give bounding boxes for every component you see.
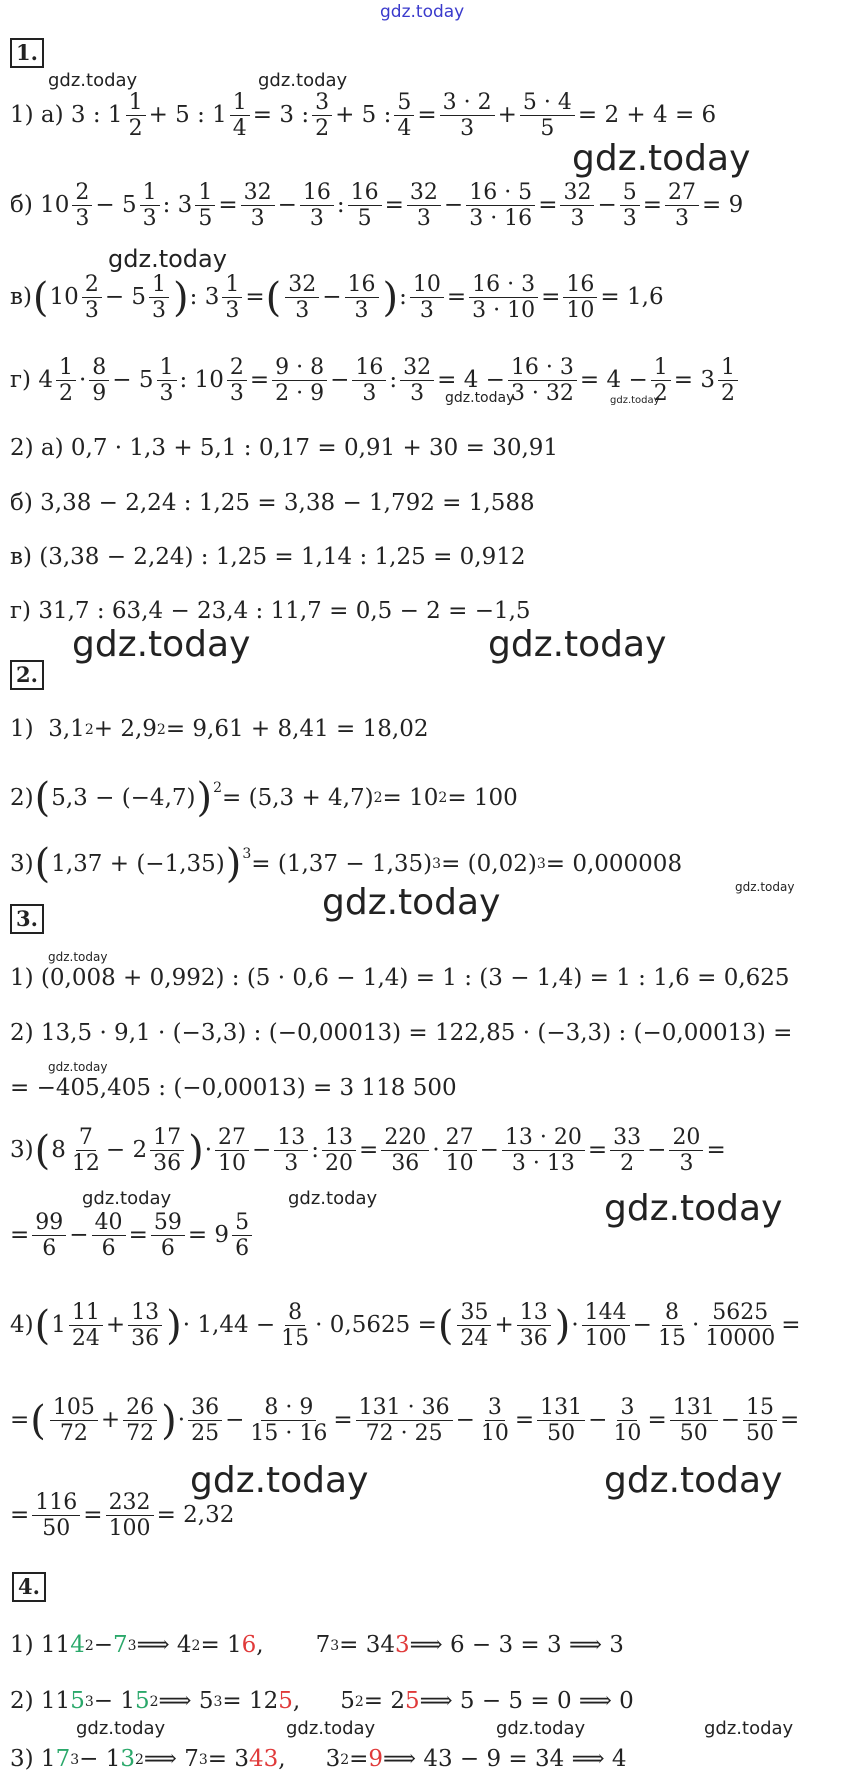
equation-2-3: 3) ( 1,37 + (−1,35) ) $^3$ = (1,37 − 1,35) $_3$ = (0,02) 3 = 0,000008 [10, 841, 683, 887]
section-number-2: 2. [10, 660, 44, 690]
watermark: gdz.today [488, 624, 667, 665]
watermark: gdz.today [604, 1188, 783, 1229]
equation-1-1a: 1) а) 3 : 1 $\frac{1}{2}$ + 5 : 1 $\frac{1}{4}$ = 3 : $\frac{3}{2}$ + 5 : $\frac{5}{4}$ = $\frac{3 \cdot 2}{3}$ + $\frac{5 \cdot 4}{5}$ = 2 + 4 = 6 [10, 90, 717, 142]
section-number-1: 1. [10, 38, 44, 68]
equation-1-2g: г) 31,7 : 63,4 − 23,4 : 11,7 = 0,5 − 2 = −1,5 [10, 598, 531, 624]
equation-3-4b: = ( $\frac{105}{72}$ + $\frac{26}{72}$ ) · $\frac{36}{25}$ − $\frac{8 \cdot 9}{15 \cdot 16}$ = $\frac{131 \cdot 36}{72 \cdot 25}$ − $\frac{3}{10}$ = $\frac{131}{50}$ − $\frac{3}{10}$ = $\frac{131}{50}$ − $\frac{15}{50}$ = [10, 1395, 800, 1447]
equation-3-4a: 4) ( 1 $\frac{11}{24}$ + $\frac{13}{36}$ ) · 1,44 − $\frac{8}{15}$ · 0,5625 = ( $\frac{35}{24}$ + $\frac{13}{36}$ ) · $\frac{144}{100}$ − $\frac{8}{15}$ · $\frac{5625}{10000}$ = [10, 1300, 801, 1352]
watermark: gdz.today [322, 882, 501, 923]
equation-4-2: 2) 11 5 3 − 1 5 2 ⟹ 5 3 = 12 5 , 5 2 = 2 5 ⟹ 5 − 5 = 0 ⟹ 0 [10, 1688, 634, 1714]
header-watermark: gdz.today [380, 2, 465, 22]
equation-3-3a: 3) ( 8 $\frac{7}{12}$ − 2 $\frac{17}{36}$ ) · $\frac{27}{10}$ − $\frac{13}{3}$ : $\frac{13}{20}$ = $\frac{220}{36}$ · $\frac{27}{10}$ − $\frac{13 \cdot 20}{3 \cdot 13}$ = $\frac{33}{2}$ − $\frac{20}{3}$ = [10, 1125, 726, 1177]
equation-1-1v: в) ( 10 $\frac{2}{3}$ − 5 $\frac{1}{3}$ ) : 3 $\frac{1}{3}$ = ( $\frac{32}{3}$ − $\frac{16}{3}$ ) : $\frac{10}{3}$ = $\frac{16 \cdot 3}{3 \cdot 10}$ = $\frac{16}{10}$ = 1,6 [10, 272, 664, 324]
equation-1-2a: 2) а) 0,7 · 1,3 + 5,1 : 0,17 = 0,91 + 30 = 30,91 [10, 435, 559, 461]
watermark: gdz.today [258, 70, 348, 91]
watermark: gdz.today [48, 950, 108, 964]
watermark: gdz.today [288, 1188, 378, 1209]
watermark: gdz.today [48, 1060, 108, 1074]
watermark: gdz.today [76, 1718, 166, 1739]
equation-1-1b: б) 10 $\frac{2}{3}$ − 5 $\frac{1}{3}$ : 3 $\frac{1}{5}$ = $\frac{32}{3}$ − $\frac{16}{3}$ : $\frac{16}{5}$ = $\frac{32}{3}$ − $\frac{16 \cdot 5}{3 \cdot 16}$ = $\frac{32}{3}$ − $\frac{5}{3}$ = $\frac{27}{3}$ = 9 [10, 180, 744, 232]
section-number-4: 4. [12, 1572, 46, 1602]
watermark: gdz.today [445, 390, 515, 406]
watermark: gdz.today [496, 1718, 586, 1739]
watermark: gdz.today [572, 138, 751, 179]
equation-3-2a: 2) 13,5 · 9,1 · (−3,3) : (−0,00013) = 122,85 · (−3,3) : (−0,00013) = [10, 1020, 793, 1046]
watermark: gdz.today [286, 1718, 376, 1739]
watermark: gdz.today [190, 1460, 369, 1501]
watermark: gdz.today [604, 1460, 783, 1501]
watermark: gdz.today [48, 70, 138, 91]
equation-4-1: 1) 11 4 2 − 7 3 ⟹ 4 2 = 1 6 , 7 3 = 34 3 ⟹ 6 − 3 = 3 ⟹ 3 [10, 1632, 624, 1658]
equation-4-3: 3) 1 7 3 − 1 3 2 ⟹ 7 3 = 3 43 , 3 2 = 9 ⟹ 43 − 9 = 34 ⟹ 4 [10, 1746, 627, 1772]
watermark: gdz.today [735, 880, 795, 894]
equation-3-3b: = $\frac{99}{6}$ − $\frac{40}{6}$ = $\frac{59}{6}$ = 9 $\frac{5}{6}$ [10, 1210, 255, 1262]
equation-2-1: 1) 3,1 2 + 2,9 2 = 9,61 + 8,41 = 18,02 [10, 716, 429, 742]
equation-1-2b: б) 3,38 − 2,24 : 1,25 = 3,38 − 1,792 = 1,588 [10, 490, 535, 516]
equation-3-1: 1) (0,008 + 0,992) : (5 · 0,6 − 1,4) = 1 : (3 − 1,4) = 1 : 1,6 = 0,625 [10, 965, 790, 991]
watermark: gdz.today [704, 1718, 794, 1739]
equation-3-4c: = $\frac{116}{50}$ = $\frac{232}{100}$ = 2,32 [10, 1490, 235, 1542]
section-number-3: 3. [10, 904, 44, 934]
equation-2-2: 2) ( 5,3 − (−4,7) ) $^2$ = (5,3 + 4,7) $_2$ = 10 2 = 100 [10, 775, 518, 821]
watermark: gdz.today [82, 1188, 172, 1209]
equation-1-2v: в) (3,38 − 2,24) : 1,25 = 1,14 : 1,25 = 0,912 [10, 544, 526, 570]
watermark: gdz.today [108, 245, 227, 273]
equation-1-1g: г) 4 $\frac{1}{2}$ · $\frac{8}{9}$ − 5 $\frac{1}{3}$ : 10 $\frac{2}{3}$ = $\frac{9 \cdot 8}{2 \cdot 9}$ − $\frac{16}{3}$ : $\frac{32}{3}$ = 4 − $\frac{16 \cdot 3}{3 \cdot 32}$ = 4 − $\frac{1}{2}$ = 3 $\frac{1}{2}$ [10, 355, 741, 407]
watermark: gdz.today [610, 395, 660, 406]
watermark: gdz.today [72, 624, 251, 665]
equation-3-2b: = −405,405 : (−0,00013) = 3 118 500 [10, 1075, 457, 1101]
